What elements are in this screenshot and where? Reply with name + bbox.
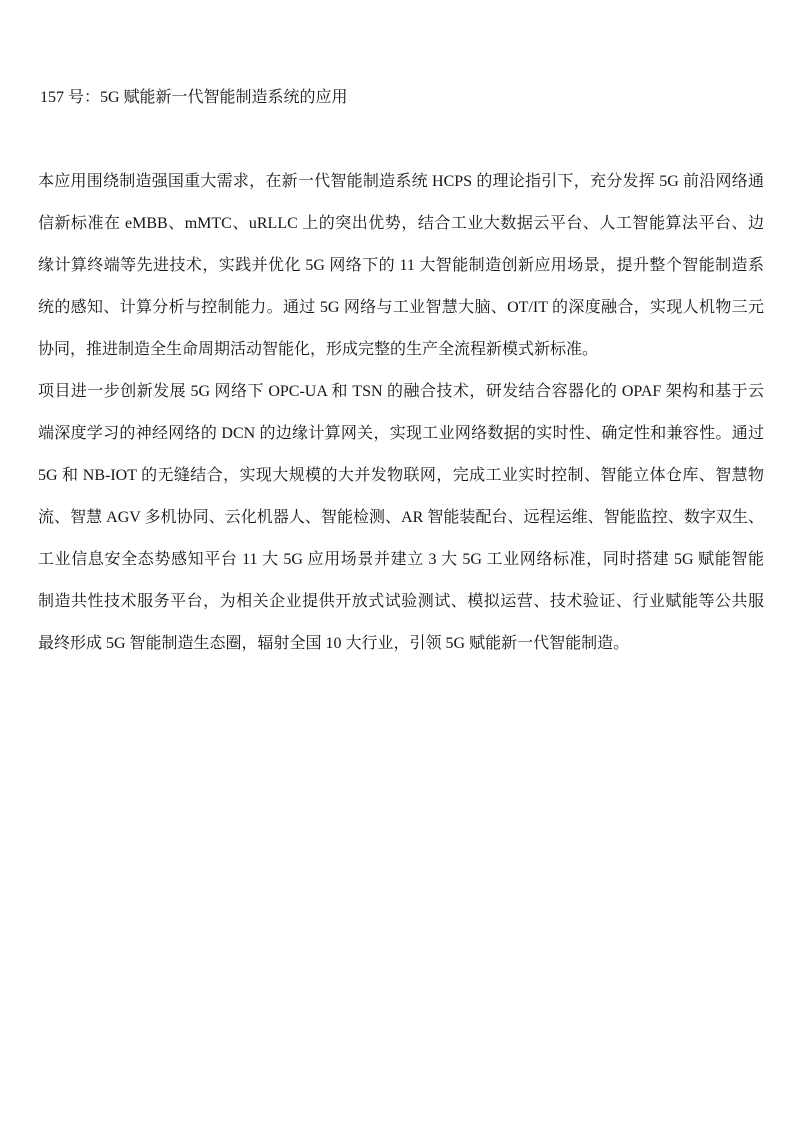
paragraph-1-line-3: 缘计算终端等先进技术，实践并优化 5G 网络下的 11 大智能制造创新应用场景，提升整个智能制造系 xyxy=(38,257,764,274)
paragraph-2-line-4: 流、智慧 AGV 多机协同、云化机器人、智能检测、AR 智能装配台、远程运维、智能监控、数字双生、 xyxy=(38,509,764,526)
paragraph-1-line-4: 统的感知、计算分析与控制能力。通过 5G 网络与工业智慧大脑、OT/IT 的深度融合，实现人机物三元 xyxy=(38,299,764,316)
paragraph-1-line-5: 协同，推进制造全生命周期活动智能化，形成完整的生产全流程新模式新标准。 xyxy=(38,341,599,358)
paragraph-1-line-1: 本应用围绕制造强国重大需求，在新一代智能制造系统 HCPS 的理论指引下，充分发挥 5G 前沿网络通 xyxy=(38,173,764,190)
document-body xyxy=(38,161,764,665)
paragraph-2-line-6: 制造共性技术服务平台，为相关企业提供开放式试验测试、模拟运营、技术验证、行业赋能等公共服 xyxy=(38,593,764,610)
paragraph-2-line-3: 5G 和 NB-IOT 的无缝结合，实现大规模的大并发物联网，完成工业实时控制、智能立体仓库、智慧物 xyxy=(38,467,764,484)
paragraph-2-line-5: 工业信息安全态势感知平台 11 大 5G 应用场景并建立 3 大 5G 工业网络标准，同时搭建 5G 赋能智能 xyxy=(38,551,764,568)
paragraph-2-line-7: 最终形成 5G 智能制造生态圈，辐射全国 10 大行业，引领 5G 赋能新一代智能制造。 xyxy=(38,635,630,652)
paragraph-1-line-2: 信新标准在 eMBB、mMTC、uRLLC 上的突出优势，结合工业大数据云平台、人工智能算法平台、边 xyxy=(38,215,764,232)
paragraph-2-line-1: 项目进一步创新发展 5G 网络下 OPC-UA 和 TSN 的融合技术，研发结合容器化的 OPAF 架构和基于云 xyxy=(38,383,764,400)
paragraph-2-line-2: 端深度学习的神经网络的 DCN 的边缘计算网关，实现工业网络数据的实时性、确定性和兼容性。通过 xyxy=(38,425,764,442)
document-title: 157 号：5G 赋能新一代智能制造系统的应用 xyxy=(40,89,348,106)
